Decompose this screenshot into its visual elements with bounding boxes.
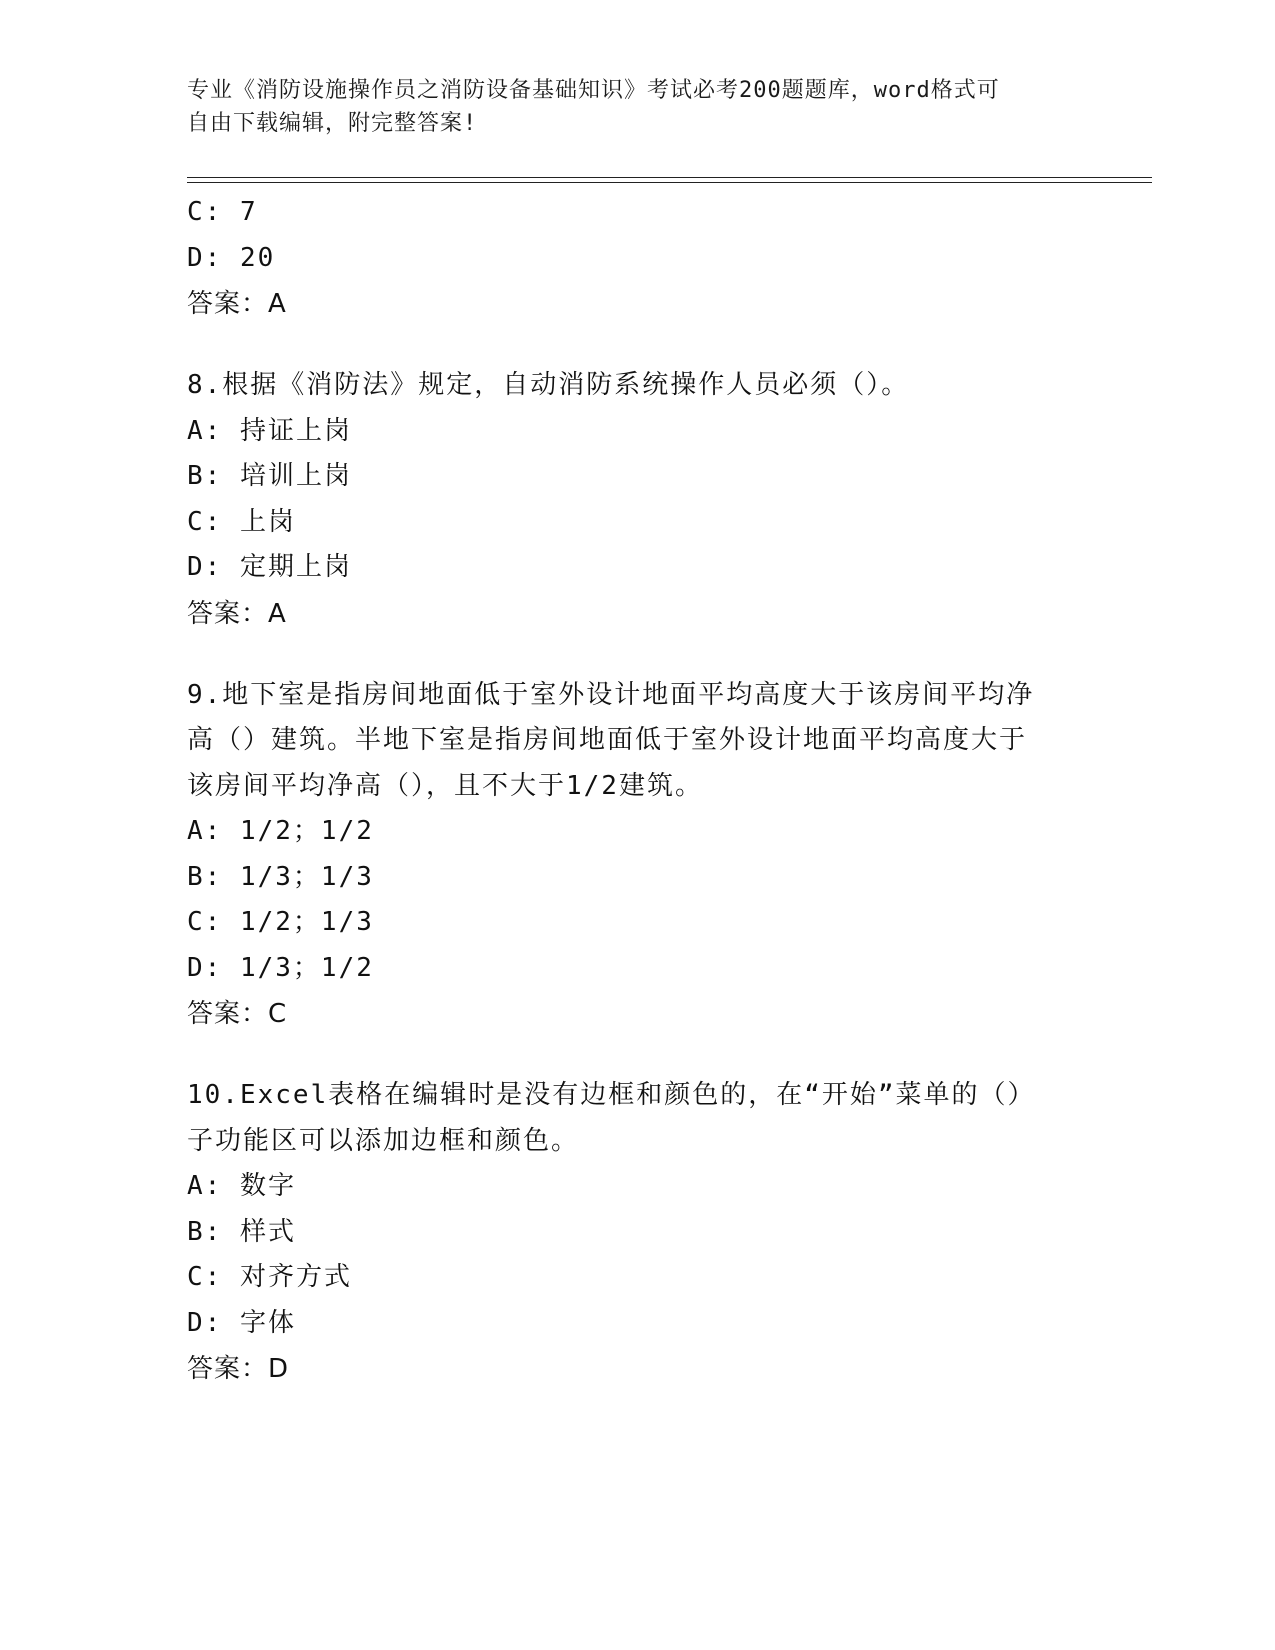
spacer — [187, 327, 1087, 363]
answer-line: 答案：A — [187, 289, 287, 319]
option-d: D: 20 — [187, 242, 276, 273]
option-d: D: 字体 — [187, 1307, 296, 1338]
option-b: B: 样式 — [187, 1216, 296, 1247]
header-line-2: 自由下载编辑，附完整答案! — [187, 111, 478, 136]
question-text-line: 9.地下室是指房间地面低于室外设计地面平均高度大于该房间平均净 — [187, 679, 1035, 710]
option-c: C: 上岗 — [187, 506, 296, 537]
option-c: C: 1/2；1/3 — [187, 907, 374, 937]
question-text-line: 子功能区可以添加边框和颜色。 — [187, 1125, 580, 1156]
header-line-1: 专业《消防设施操作员之消防设备基础知识》考试必考200题题库，word格式可 — [187, 78, 1000, 103]
question-9 — [187, 673, 1087, 1038]
spacer — [187, 1037, 1087, 1073]
question-text-line: 该房间平均净高（），且不大于1/2建筑。 — [187, 770, 703, 801]
option-c: C: 对齐方式 — [187, 1262, 352, 1292]
question-text-line: 10.Excel表格在编辑时是没有边框和颜色的，在“开始”菜单的（） — [187, 1080, 1036, 1110]
option-b: B: 1/3；1/3 — [187, 861, 374, 892]
option-a: A: 1/2；1/2 — [187, 816, 374, 846]
question-10 — [187, 1073, 1087, 1392]
document-header — [187, 74, 1067, 140]
question-8 — [187, 363, 1087, 637]
option-a: A: 持证上岗 — [187, 415, 352, 446]
question-content — [187, 190, 1087, 1392]
option-c: C: 7 — [187, 197, 258, 227]
option-d: D: 1/3；1/2 — [187, 952, 374, 983]
option-d: D: 定期上岗 — [187, 552, 352, 582]
header-rule-top — [187, 177, 1152, 178]
spacer — [187, 637, 1087, 673]
answer-line: 答案：A — [187, 598, 287, 629]
header-rule-bottom — [187, 182, 1152, 183]
question-text-line: 8.根据《消防法》规定，自动消防系统操作人员必须（）。 — [187, 370, 910, 400]
option-b: B: 培训上岗 — [187, 461, 352, 491]
previous-question-tail — [187, 190, 1087, 327]
question-text-line: 高（）建筑。半地下室是指房间地面低于室外设计地面平均高度大于 — [187, 725, 1028, 755]
answer-line: 答案：C — [187, 999, 288, 1029]
option-a: A: 数字 — [187, 1171, 296, 1201]
answer-line: 答案：D — [187, 1354, 290, 1384]
